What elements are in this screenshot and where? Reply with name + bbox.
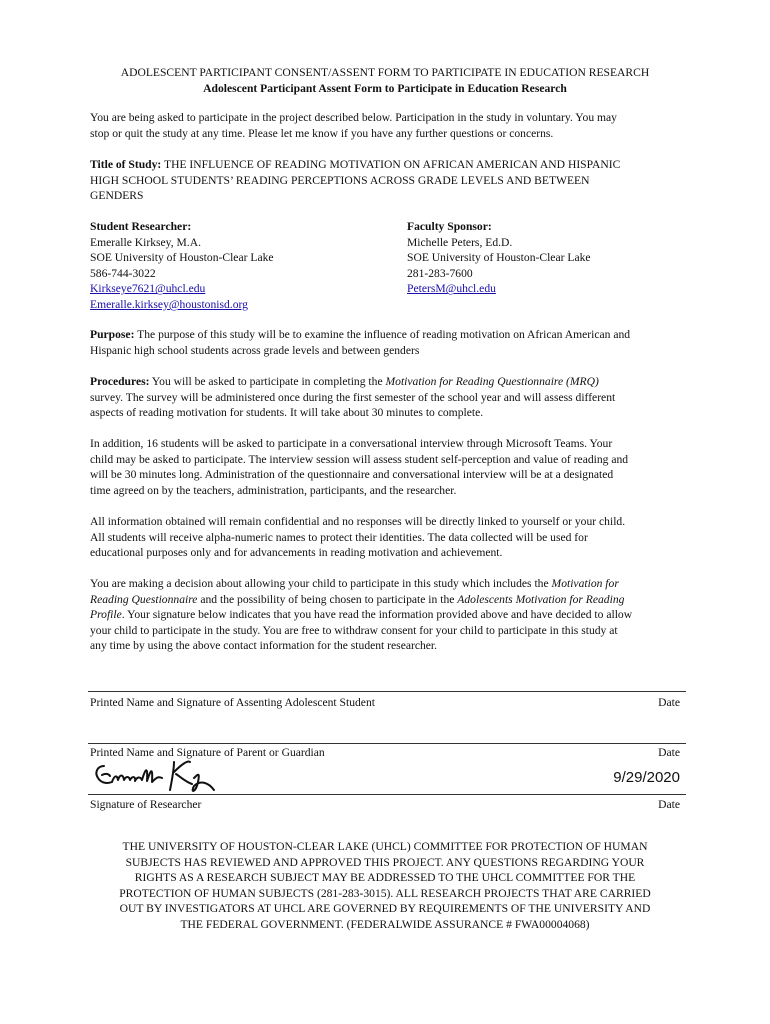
irb-footer-text: THE FEDERAL GOVERNMENT. (FEDERALWIDE ASSURANCE # FWA00004068)	[180, 917, 590, 931]
interview-text: will be 30 minutes long. Administration of the questionnaire and conversational interview will be at a designated	[90, 468, 614, 482]
parent-signature-line[interactable]	[88, 743, 686, 744]
parent-date-label: Date	[658, 746, 680, 759]
form-header	[60, 65, 710, 96]
decision-text: and the possibility of being chosen to participate in the	[197, 592, 458, 606]
form-title: ADOLESCENT PARTICIPANT CONSENT/ASSENT FORM TO PARTICIPATE IN EDUCATION RESEARCH	[120, 66, 650, 79]
intro-line: stop or quit the study at any time. Please let me know if you have any further questions or concerns.	[90, 126, 554, 140]
procedures-text: You will be asked to participate in completing the	[149, 375, 386, 388]
irb-footer-text: OUT BY INVESTIGATORS AT UHCL ARE GOVERNED BY REQUIREMENTS OF THE UNIVERSITY AND	[119, 902, 651, 916]
faculty-sponsor-block	[407, 219, 697, 297]
procedures-text: aspects of reading motivation for students. It will take about 30 minutes to complete.	[90, 406, 484, 420]
procedures-paragraph	[90, 374, 690, 421]
faculty-sponsor-phone: 281-283-7600	[407, 266, 473, 280]
title-of-study-text: HIGH SCHOOL STUDENTS’ READING PERCEPTIONS ACROSS GRADE LEVELS AND BETWEEN	[90, 173, 590, 187]
student-date-label: Date	[658, 696, 680, 709]
decision-emphasis: Motivation for	[551, 577, 619, 590]
form-subtitle: Adolescent Participant Assent Form to Participate in Education Research	[203, 81, 567, 95]
student-researcher-phone: 586-744-3022	[90, 266, 156, 280]
student-researcher-block	[90, 219, 390, 313]
interview-paragraph	[90, 436, 690, 498]
parent-signature-label: Printed Name and Signature of Parent or Guardian	[90, 746, 325, 759]
decision-paragraph	[90, 576, 690, 654]
irb-footer	[80, 839, 690, 933]
irb-footer-text: RIGHTS AS A RESEARCH SUBJECT MAY BE ADDRESSED TO THE UHCL COMMITTEE FOR THE	[134, 871, 636, 885]
purpose-text: Hispanic high school students across grade levels and between genders	[90, 343, 420, 357]
student-researcher-email-link[interactable]: Kirkseye7621@uhcl.edu	[90, 282, 206, 296]
confidentiality-text: All students will receive alpha-numeric names to protect their identities. The data collected will be used for	[90, 530, 588, 544]
decision-emphasis: Profile	[90, 608, 122, 622]
student-researcher-affiliation: SOE University of Houston-Clear Lake	[90, 251, 274, 265]
decision-text: your child to participate in the study. You are free to withdraw consent for your child to participate in this study at	[90, 623, 618, 637]
researcher-signature-label: Signature of Researcher	[90, 798, 202, 811]
researcher-date-value: 9/29/2020	[613, 769, 680, 786]
confidentiality-paragraph	[90, 514, 690, 561]
purpose-text: The purpose of this study will be to examine the influence of reading motivation on African American and	[134, 328, 631, 341]
student-researcher-email-link[interactable]: Emeralle.kirksey@houstonisd.org	[90, 297, 248, 311]
researcher-date-label: Date	[658, 798, 680, 811]
faculty-sponsor-email-link[interactable]: PetersM@uhcl.edu	[407, 282, 496, 296]
student-signature-label: Printed Name and Signature of Assenting Adolescent Student	[90, 696, 375, 709]
purpose-label: Purpose:	[90, 328, 135, 341]
decision-emphasis: Reading Questionnaire	[90, 592, 198, 606]
researcher-signature-line[interactable]	[88, 794, 686, 795]
intro-line: You are being asked to participate in the project described below. Participation in the study in voluntary. You may	[90, 111, 617, 124]
title-of-study-label: Title of Study:	[90, 158, 162, 171]
faculty-sponsor-name: Michelle Peters, Ed.D.	[407, 235, 513, 249]
faculty-sponsor-affiliation: SOE University of Houston-Clear Lake	[407, 251, 591, 265]
faculty-sponsor-heading: Faculty Sponsor:	[407, 220, 492, 233]
irb-footer-text: SUBJECTS HAS REVIEWED AND APPROVED THIS PROJECT. ANY QUESTIONS REGARDING YOUR	[125, 855, 645, 869]
confidentiality-text: All information obtained will remain confidential and no responses will be directly linked to yourself or your child.	[90, 515, 626, 528]
purpose-paragraph	[90, 327, 690, 358]
irb-footer-text: THE UNIVERSITY OF HOUSTON-CLEAR LAKE (UHCL) COMMITTEE FOR PROTECTION OF HUMAN	[122, 840, 648, 853]
decision-text: . Your signature below indicates that you have read the information provided above and have decided to allow	[121, 608, 633, 622]
researcher-signature-image	[90, 752, 230, 796]
title-of-study-text: GENDERS	[90, 189, 144, 203]
student-signature-line[interactable]	[88, 691, 686, 692]
decision-text: You are making a decision about allowing your child to participate in this study which includes the	[90, 577, 552, 590]
student-researcher-name: Emeralle Kirksey, M.A.	[90, 235, 201, 249]
intro-paragraph	[90, 110, 690, 141]
decision-text: any time by using the above contact information for the student researcher.	[90, 639, 438, 653]
decision-emphasis: Adolescents Motivation for Reading	[457, 592, 625, 606]
title-of-study	[90, 157, 690, 204]
title-of-study-text: THE INFLUENCE OF READING MOTIVATION ON AFRICAN AMERICAN AND HISPANIC	[161, 158, 621, 171]
student-researcher-heading: Student Researcher:	[90, 220, 192, 233]
confidentiality-text: educational purposes only and for advancements in reading motivation and achievement.	[90, 546, 503, 560]
interview-text: child may be asked to participate. The interview session will assess student self-perception and value of reading and	[90, 452, 629, 466]
irb-footer-text: PROTECTION OF HUMAN SUBJECTS (281-283-3015). ALL RESEARCH PROJECTS THAT ARE CARRIED	[119, 886, 651, 900]
mrq-title: Motivation for Reading Questionnaire (MRQ)	[385, 375, 599, 388]
interview-text: In addition, 16 students will be asked to participate in a conversational interview through Microsoft Teams. Your	[90, 437, 613, 450]
procedures-label: Procedures:	[90, 375, 150, 388]
procedures-text: survey. The survey will be administered once during the first semester of the school year and will assess different	[90, 390, 616, 404]
interview-text: time agreed on by the teachers, administration, participants, and the researcher.	[90, 483, 457, 497]
